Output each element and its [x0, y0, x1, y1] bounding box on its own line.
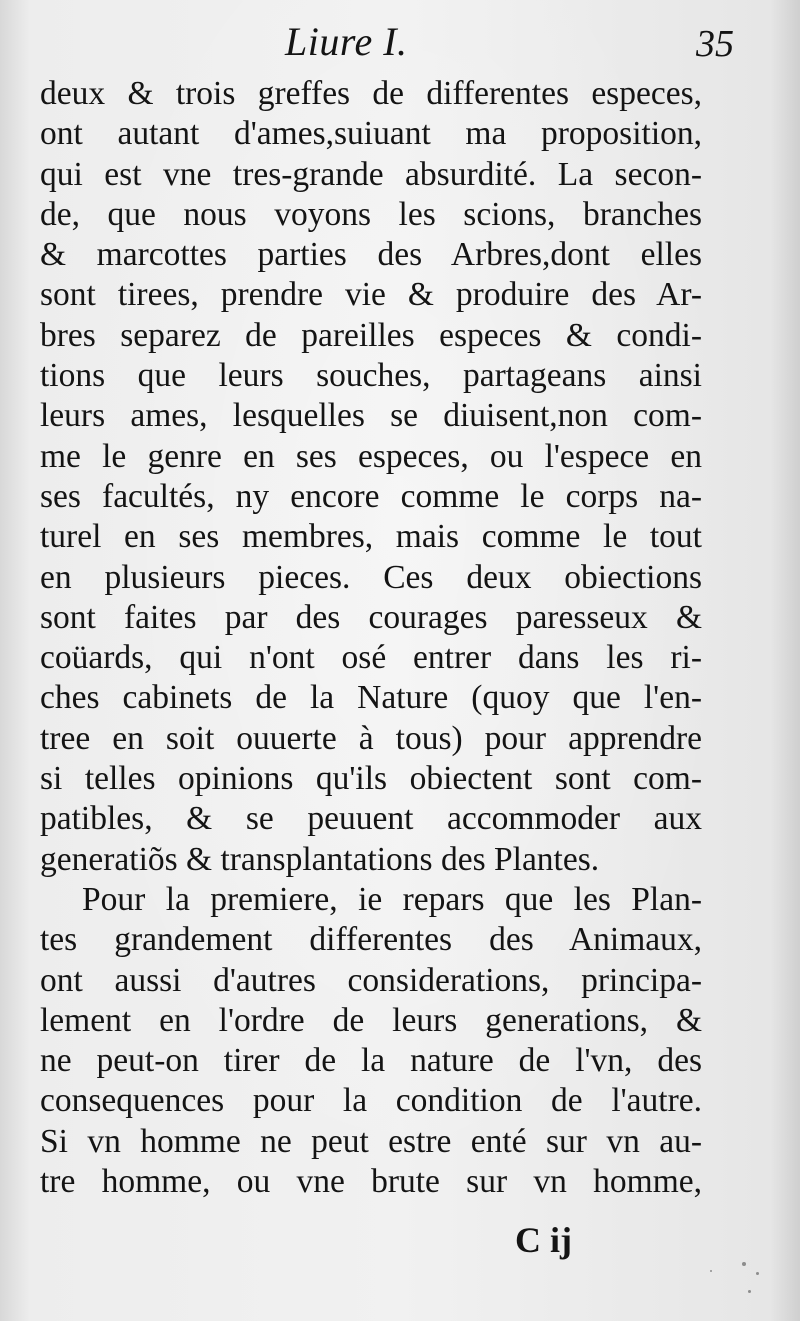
signature-mark: C ij [515, 1220, 572, 1260]
text-line: tree en soit ouuerte à tous) pour apprendre [40, 719, 702, 757]
text-line: ne peut-on tirer de la nature de l'vn, des [40, 1042, 702, 1080]
text-line: me le genre en ses especes, ou l'espece en [40, 437, 702, 475]
text-line: en plusieurs pieces. Ces deux obiections [40, 558, 702, 596]
text-line: & marcottes parties des Arbres,dont elles [40, 236, 702, 274]
text-line: ont aussi d'autres considerations, principa- [40, 961, 702, 999]
text-line: Pour la premiere, ie repars que les Plan- [82, 880, 702, 918]
text-line: de, que nous voyons les scions, branches [40, 195, 702, 233]
text-line: coüards, qui n'ont osé entrer dans les ri- [40, 639, 702, 677]
text-line: leurs ames, lesquelles se diuisent,non com- [40, 397, 702, 435]
text-line: lement en l'ordre de leurs generations, & [40, 1001, 702, 1039]
text-line: sont tirees, prendre vie & produire des Ar- [40, 276, 702, 314]
text-line: ses facultés, ny encore comme le corps na- [40, 477, 702, 515]
text-line: ches cabinets de la Nature (quoy que l'en- [40, 679, 702, 717]
page-number: 35 [696, 23, 734, 65]
text-line: bres separez de pareilles especes & condi- [40, 316, 702, 354]
text-line: patibles, & se peuuent accommoder aux [40, 800, 702, 838]
ink-speck [742, 1262, 746, 1266]
text-line: generatiõs & transplantations des Plantes. [40, 840, 600, 878]
text-line: tions que leurs souches, partageans ainsi [40, 357, 702, 395]
text-line: tre homme, ou vne brute sur vn homme, [40, 1163, 702, 1201]
text-line: consequences pour la condition de l'autre. [40, 1082, 702, 1120]
text-line: tes grandement differentes des Animaux, [40, 921, 702, 959]
running-head: Liure I. [285, 19, 408, 64]
ink-speck [710, 1270, 712, 1272]
ink-speck [748, 1290, 751, 1293]
text-line: sont faites par des courages paresseux & [40, 598, 702, 636]
body-text [40, 74, 702, 1202]
text-line: ont autant d'ames,suiuant ma proposition, [40, 115, 702, 153]
page-header [0, 14, 800, 70]
ink-speck [756, 1272, 759, 1275]
text-line: qui est vne tres-grande absurdité. La secon- [40, 155, 702, 193]
text-line: si telles opinions qu'ils obiectent sont com- [40, 760, 702, 798]
text-line: turel en ses membres, mais comme le tout [40, 518, 702, 556]
text-line: deux & trois greffes de differentes especes, [40, 75, 702, 112]
text-line: Si vn homme ne peut estre enté sur vn au- [40, 1122, 702, 1160]
